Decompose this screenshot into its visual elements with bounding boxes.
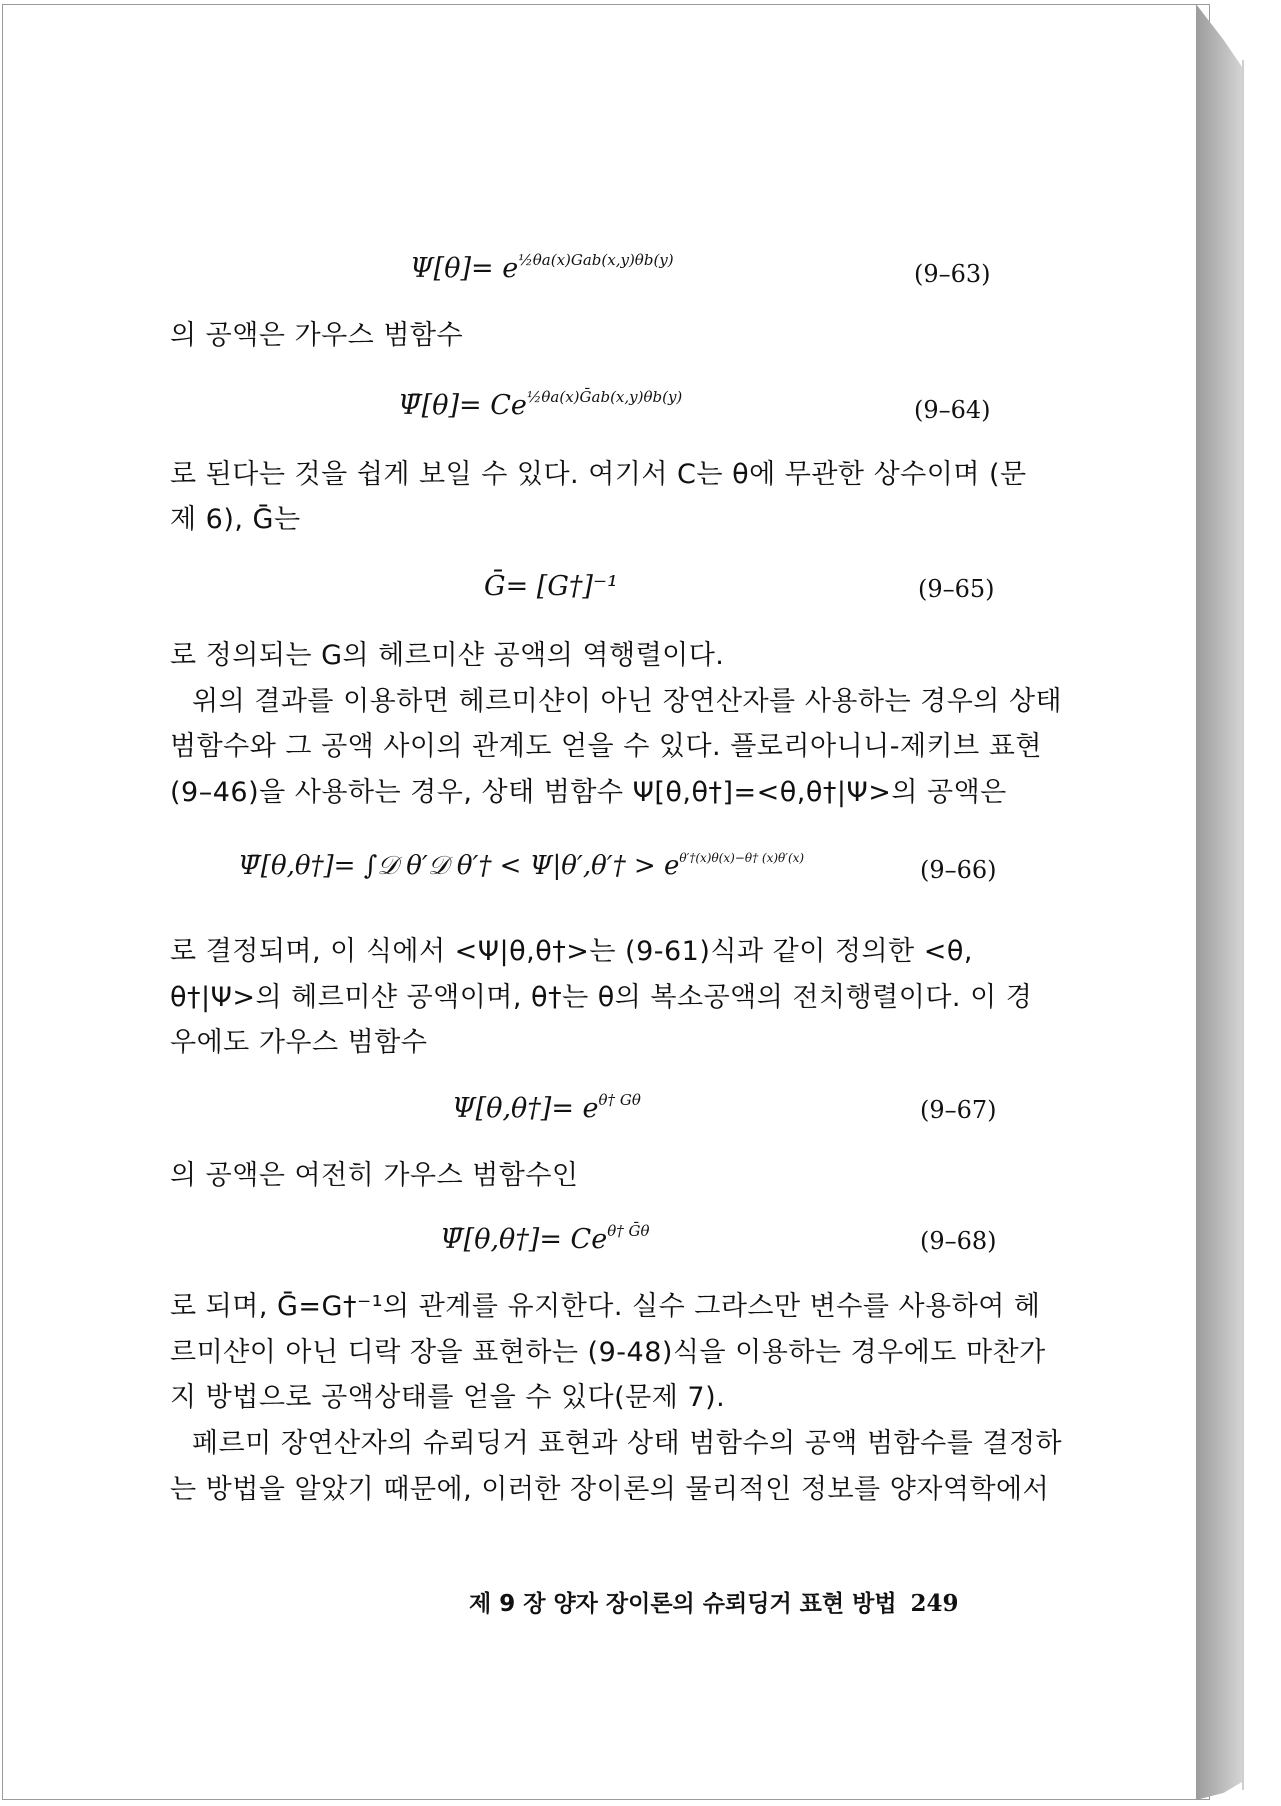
text-line: 지 방법으로 공액상태를 얻을 수 있다(문제 7). <box>170 1382 726 1413</box>
equation-lhs: Ψ̄[θ,θ†] <box>238 851 334 881</box>
equation-exponent: θ′†(x)θ(x)−θ† (x)θ′(x) <box>679 851 805 866</box>
equation-number: (9–63) <box>914 260 991 288</box>
equation-lhs: Ḡ <box>484 571 506 602</box>
text-line: 르미샨이 아닌 디락 장을 표현하는 (9-48)식을 이용하는 경우에도 마찬가 <box>170 1337 1046 1368</box>
equation-9-66 <box>238 853 804 879</box>
text-line: 범함수와 그 공액 사이의 관계도 얻을 수 있다. 플로리아니니-제키브 표현 <box>170 731 1042 762</box>
text-line: 로 정의되는 G의 헤르미샨 공액의 역행렬이다. <box>170 640 725 671</box>
page-stack-shadow <box>1242 60 1244 1790</box>
equation-9-64 <box>398 388 683 421</box>
text-line: 로 되며, Ḡ=G†⁻¹의 관계를 유지한다. 실수 그라스만 변수를 사용하여 헤 <box>170 1291 1041 1322</box>
equation-lhs: Ψ[θ] <box>410 253 472 284</box>
text-line: (9–46)을 사용하는 경우, 상태 범함수 Ψ[θ,θ†]=<θ,θ†|Ψ>의 공액은 <box>170 777 1007 808</box>
equation-number: (9–67) <box>920 1096 997 1124</box>
equation-number: (9–66) <box>920 856 997 884</box>
text-line: 우에도 가우스 범함수 <box>170 1027 428 1058</box>
text-line: 로 결정되며, 이 식에서 <Ψ|θ,θ†>는 (9-61)식과 같이 정의한 <θ, <box>170 936 973 967</box>
equation-rhs: = e <box>471 253 519 284</box>
equation-9-63 <box>410 251 674 284</box>
text-line: 의 공액은 여전히 가우스 범함수인 <box>170 1160 579 1191</box>
text-line: 위의 결과를 이용하면 헤르미샨이 아닌 장연산자를 사용하는 경우의 상태 <box>192 686 1063 717</box>
equation-exponent: θ† Ḡθ <box>607 1222 650 1240</box>
equation-9-65 <box>484 573 618 600</box>
equation-rhs: = ∫𝒟 θ′𝒟 θ′† < Ψ|θ′,θ′† > e <box>333 851 680 881</box>
equation-exponent: θ† Gθ <box>598 1091 641 1109</box>
equation-lhs: Ψ[θ,θ†] <box>452 1093 552 1124</box>
equation-9-68 <box>440 1222 650 1255</box>
equation-rhs: = Ce <box>539 1224 608 1255</box>
text-line: 로 된다는 것을 쉽게 보일 수 있다. 여기서 C는 θ에 무관한 상수이며 (문 <box>170 459 1027 490</box>
equation-lhs: Ψ̄[θ] <box>398 390 460 421</box>
text-line: 의 공액은 가우스 범함수 <box>170 320 464 351</box>
page-footer <box>469 1592 959 1616</box>
text-line: 는 방법을 알았기 때문에, 이러한 장이론의 물리적인 정보를 양자역학에서 <box>170 1474 1050 1505</box>
running-footer-chapter: 제 9 장 양자 장이론의 슈뢰딩거 표현 방법 <box>469 1591 897 1617</box>
equation-9-67 <box>452 1091 641 1124</box>
equation-rhs: = e <box>551 1093 599 1124</box>
text-line: 제 6), Ḡ는 <box>170 504 301 535</box>
text-line: θ†|Ψ>의 헤르미샨 공액이며, θ†는 θ의 복소공액의 전치행렬이다. 이 경 <box>170 982 1033 1013</box>
equation-number: (9–64) <box>914 396 991 424</box>
equation-rhs: = [G†]⁻¹ <box>505 571 618 602</box>
equation-number: (9–65) <box>918 575 995 603</box>
equation-rhs: = Ce <box>459 390 527 421</box>
equation-exponent: ½θa(x)Gab(x,y)θb(y) <box>518 251 674 269</box>
equation-lhs: Ψ̄[θ,θ†] <box>440 1224 540 1255</box>
page-stack-edge <box>1196 4 1242 1800</box>
equation-exponent: ½θa(x)Ḡab(x,y)θb(y) <box>526 388 683 406</box>
text-line: 페르미 장연산자의 슈뢰딩거 표현과 상태 범함수의 공액 범함수를 결정하 <box>192 1428 1063 1459</box>
equation-number: (9–68) <box>920 1227 997 1255</box>
page-number: 249 <box>910 1590 959 1617</box>
